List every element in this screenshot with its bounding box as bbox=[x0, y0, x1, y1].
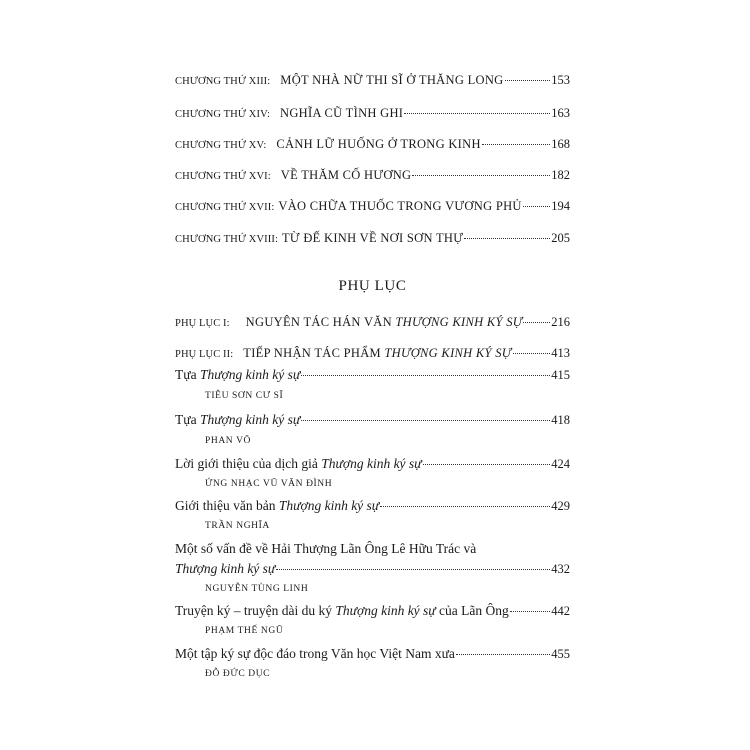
dot-leader bbox=[301, 420, 550, 421]
entry-title: Một tập ký sự độc đáo trong Văn học Việt Nam xưa bbox=[175, 646, 455, 661]
page-number: 168 bbox=[551, 137, 570, 151]
toc-entry-chapter-13[interactable] bbox=[175, 73, 570, 88]
appendix-title: TIẾP NHẬN TÁC PHẨM THƯỢNG KINH KÝ SỰ bbox=[243, 346, 512, 360]
chapter-label: CHƯƠNG THỨ XIV: bbox=[175, 109, 270, 120]
entry-title-line1: Một số vấn đề về Hải Thượng Lãn Ông Lê Hữu Trác và bbox=[175, 541, 477, 556]
page-number: 432 bbox=[551, 562, 570, 576]
toc-entry-appendix-1[interactable] bbox=[175, 315, 570, 330]
toc-entry-appendix-2[interactable] bbox=[175, 346, 570, 361]
dot-leader bbox=[513, 353, 551, 354]
chapter-title: TỪ ĐẾ KINH VỀ NƠI SƠN THỰ bbox=[281, 231, 464, 245]
chapter-title: NGHĨA CŨ TÌNH GHI bbox=[280, 106, 404, 120]
dot-leader bbox=[423, 464, 551, 465]
chapter-label: CHƯƠNG THỨ XVII: bbox=[175, 202, 275, 213]
page-number: 418 bbox=[551, 413, 570, 427]
entry-title: Giới thiệu văn bản Thượng kinh ký sự bbox=[175, 498, 380, 513]
page-number: 424 bbox=[551, 457, 570, 471]
appendix-label: PHỤ LỤC II: bbox=[175, 349, 234, 360]
toc-entry-chapter-14[interactable] bbox=[175, 106, 570, 121]
page-number: 153 bbox=[551, 73, 570, 87]
dot-leader bbox=[523, 206, 551, 207]
chapter-title: VỀ THĂM CỐ HƯƠNG bbox=[280, 168, 412, 182]
appendix-title: NGUYÊN TÁC HÁN VĂN THƯỢNG KINH KÝ SỰ bbox=[245, 315, 523, 329]
toc-entry-reception-4[interactable] bbox=[175, 498, 570, 514]
entry-title: Thượng kinh ký sự bbox=[175, 561, 276, 576]
entry-title: Lời giới thiệu của dịch giả Thượng kinh ký sự bbox=[175, 456, 422, 471]
dot-leader bbox=[276, 569, 550, 570]
page-number: 182 bbox=[551, 168, 570, 182]
toc-entry-chapter-17[interactable] bbox=[175, 199, 570, 214]
dot-leader bbox=[456, 654, 550, 655]
chapter-title: CẢNH LỮ HUỐNG Ở TRONG KINH bbox=[276, 137, 481, 151]
entry-title: Tựa Thượng kinh ký sự bbox=[175, 367, 301, 382]
entry-author: PHẠM THẾ NGŨ bbox=[205, 626, 284, 636]
appendix-label: PHỤ LỤC I: bbox=[175, 318, 230, 329]
page-number: 455 bbox=[551, 647, 570, 661]
entry-author: TIÊU SƠN CƯ SĨ bbox=[205, 391, 284, 401]
dot-leader bbox=[404, 113, 550, 114]
chapter-label: CHƯƠNG THỨ XIII: bbox=[175, 76, 271, 87]
entry-author: ỨNG NHẠC VŨ VĂN ĐÌNH bbox=[205, 479, 333, 489]
entry-title: Truyện ký – truyện dài du ký Thượng kinh ký sự của Lãn Ông bbox=[175, 603, 509, 618]
toc-entry-chapter-18[interactable] bbox=[175, 231, 570, 246]
page-number: 413 bbox=[551, 346, 570, 360]
page-number: 216 bbox=[551, 315, 570, 329]
section-heading: PHỤ LỤC bbox=[338, 278, 407, 294]
toc-entry-reception-2[interactable] bbox=[175, 412, 570, 428]
dot-leader bbox=[510, 611, 550, 612]
dot-leader bbox=[380, 506, 550, 507]
dot-leader bbox=[301, 375, 550, 376]
toc-entry-chapter-16[interactable] bbox=[175, 168, 570, 183]
page-number: 442 bbox=[551, 604, 570, 618]
page-number: 163 bbox=[551, 106, 570, 120]
chapter-title: VÀO CHỮA THUỐC TRONG VƯƠNG PHỦ bbox=[278, 199, 522, 213]
toc-entry-reception-3[interactable] bbox=[175, 456, 570, 472]
dot-leader bbox=[523, 322, 550, 323]
chapter-title: MỘT NHÀ NỮ THI SĨ Ở THĂNG LONG bbox=[280, 73, 504, 87]
entry-author: PHAN VÕ bbox=[205, 436, 251, 446]
dot-leader bbox=[412, 175, 550, 176]
toc-entry-reception-7[interactable] bbox=[175, 646, 570, 662]
toc-entry-reception-6[interactable] bbox=[175, 603, 570, 619]
toc-entry-reception-1[interactable] bbox=[175, 367, 570, 383]
dot-leader bbox=[482, 144, 550, 145]
dot-leader bbox=[464, 238, 550, 239]
entry-author: ĐỖ ĐỨC DỤC bbox=[205, 669, 271, 679]
toc-entry-reception-5[interactable] bbox=[175, 561, 570, 577]
entry-title: Tựa Thượng kinh ký sự bbox=[175, 412, 301, 427]
page-number: 415 bbox=[551, 368, 570, 382]
page-number: 429 bbox=[551, 499, 570, 513]
dot-leader bbox=[505, 80, 551, 81]
chapter-label: CHƯƠNG THỨ XVI: bbox=[175, 171, 271, 182]
toc-entry-chapter-15[interactable] bbox=[175, 137, 570, 152]
entry-author: TRẦN NGHĨA bbox=[205, 521, 270, 531]
entry-author: NGUYỄN TÙNG LINH bbox=[205, 584, 309, 594]
chapter-label: CHƯƠNG THỨ XVIII: bbox=[175, 234, 278, 245]
page-number: 205 bbox=[551, 231, 570, 245]
page-number: 194 bbox=[551, 199, 570, 213]
chapter-label: CHƯƠNG THỨ XV: bbox=[175, 140, 267, 151]
